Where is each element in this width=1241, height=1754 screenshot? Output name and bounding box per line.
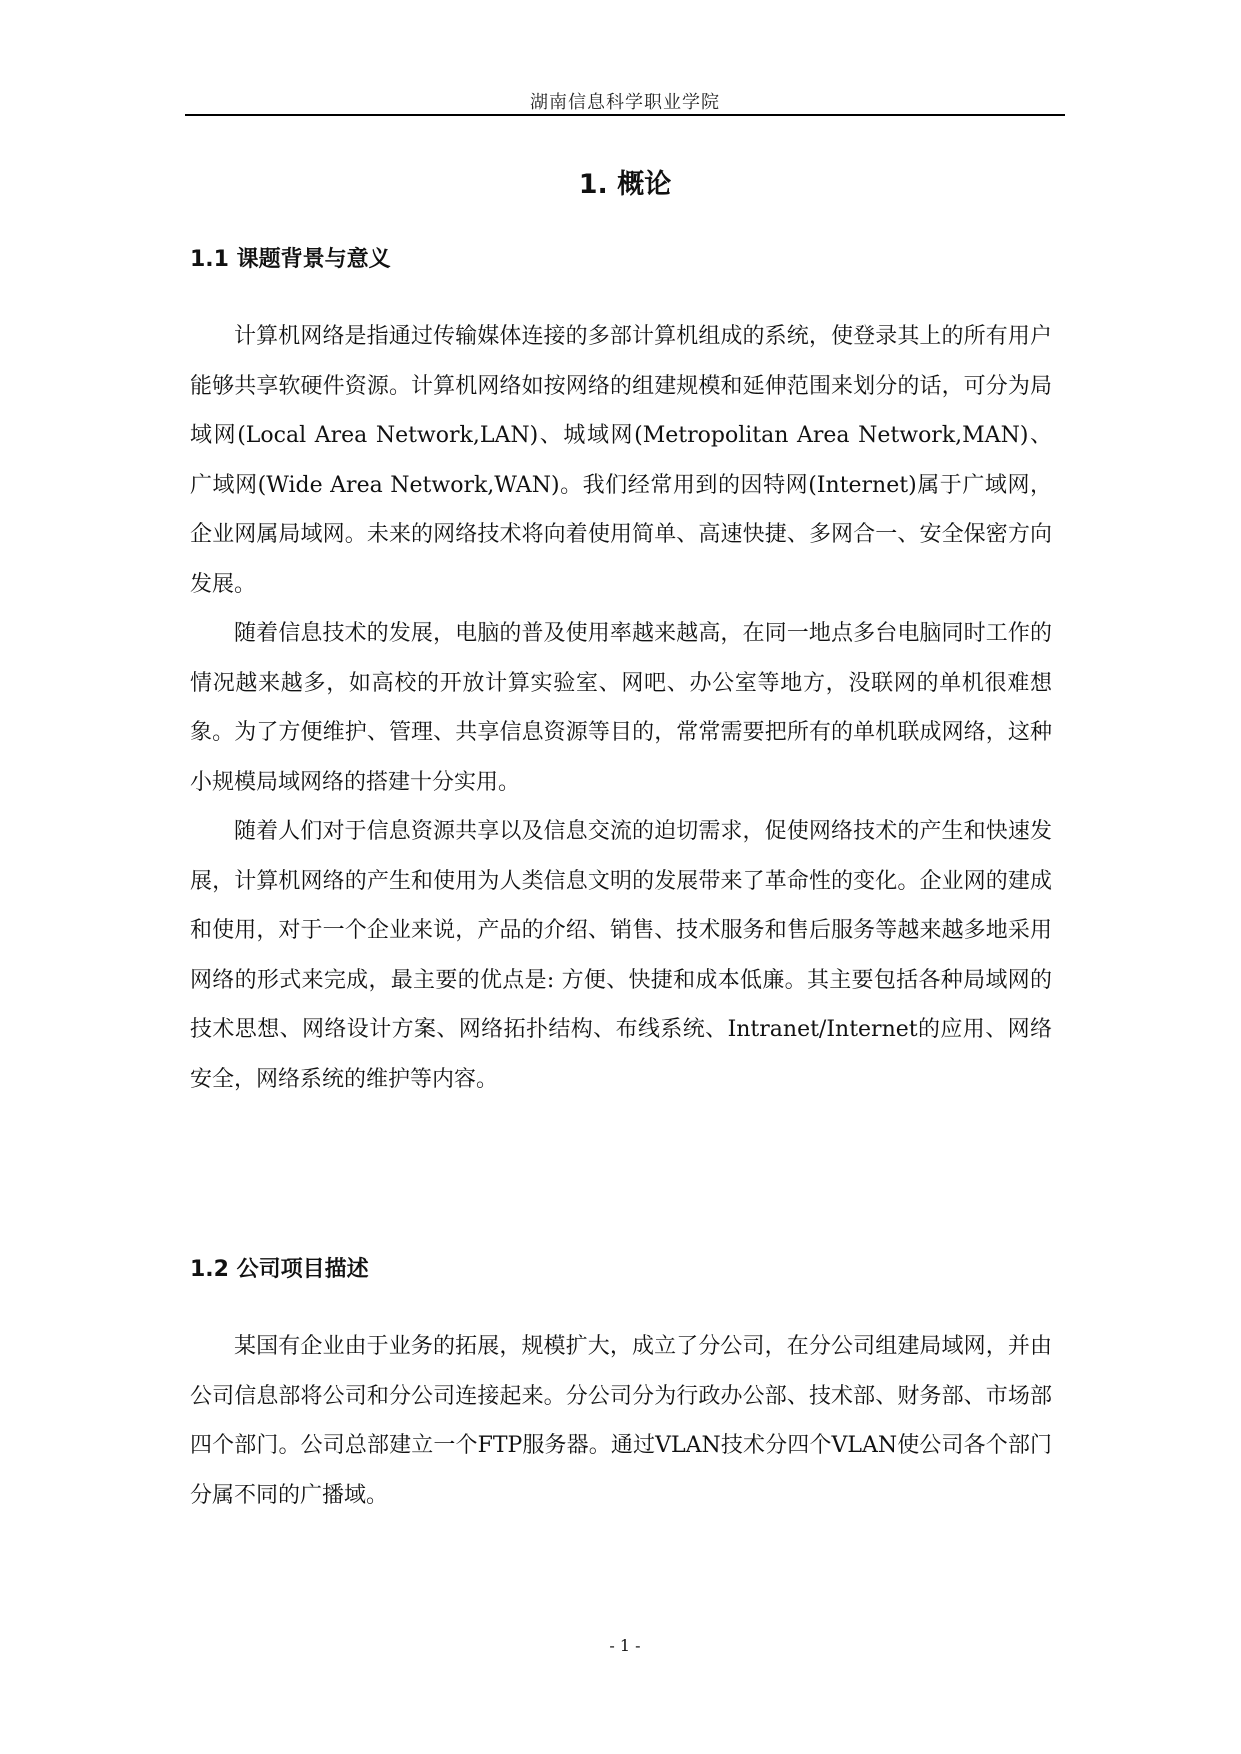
page-number: - 1 - bbox=[609, 1636, 641, 1655]
page-header-institution: 湖南信息科学职业学院 bbox=[530, 92, 720, 113]
paragraph-1-1-1: 计算机网络是指通过传输媒体连接的多部计算机组成的系统，使登录其上的所有用户能够共享软硬件资源。计算机网络如按网络的组建规模和延伸范围来划分的话，可分为局域网(Local Area Network,LAN)、城域网(Metropolitan Area Network,MAN)、广域网(Wide Area Network,WAN)。我们经常用到的因特网(Internet)属于广域网，企业网属局域网。未来的网络技术将向着使用简单、高速快捷、多网合一、安全保密方向发展。 bbox=[190, 324, 1052, 597]
section-heading-1-1: 1.1 课题背景与意义 bbox=[190, 247, 391, 272]
paragraph-1-1-2: 随着信息技术的发展，电脑的普及使用率越来越高，在同一地点多台电脑同时工作的情况越来越多，如高校的开放计算实验室、网吧、办公室等地方，没联网的单机很难想象。为了方便维护、管理、共享信息资源等目的，常常需要把所有的单机联成网络，这种小规模局域网络的搭建十分实用。 bbox=[190, 621, 1052, 795]
chapter-title: 1. 概论 bbox=[578, 169, 672, 200]
header-divider bbox=[185, 114, 1065, 116]
paragraph-1-2-1: 某国有企业由于业务的拓展，规模扩大，成立了分公司，在分公司组建局域网，并由公司信息部将公司和分公司连接起来。分公司分为行政办公部、技术部、财务部、市场部四个部门。公司总部建立一个FTP服务器。通过VLAN技术分四个VLAN使公司各个部门分属不同的广播域。 bbox=[190, 1334, 1052, 1508]
section-heading-1-2: 1.2 公司项目描述 bbox=[190, 1257, 369, 1282]
paragraph-1-1-3: 随着人们对于信息资源共享以及信息交流的迫切需求，促使网络技术的产生和快速发展，计算机网络的产生和使用为人类信息文明的发展带来了革命性的变化。企业网的建成和使用，对于一个企业来说，产品的介绍、销售、技术服务和售后服务等越来越多地采用网络的形式来完成，最主要的优点是: 方便、快捷和成本低廉。其主要包括各种局域网的技术思想、网络设计方案、网络拓扑结构、布线系统、Intranet/Internet的应用、网络安全，网络系统的维护等内容。 bbox=[190, 819, 1052, 1092]
